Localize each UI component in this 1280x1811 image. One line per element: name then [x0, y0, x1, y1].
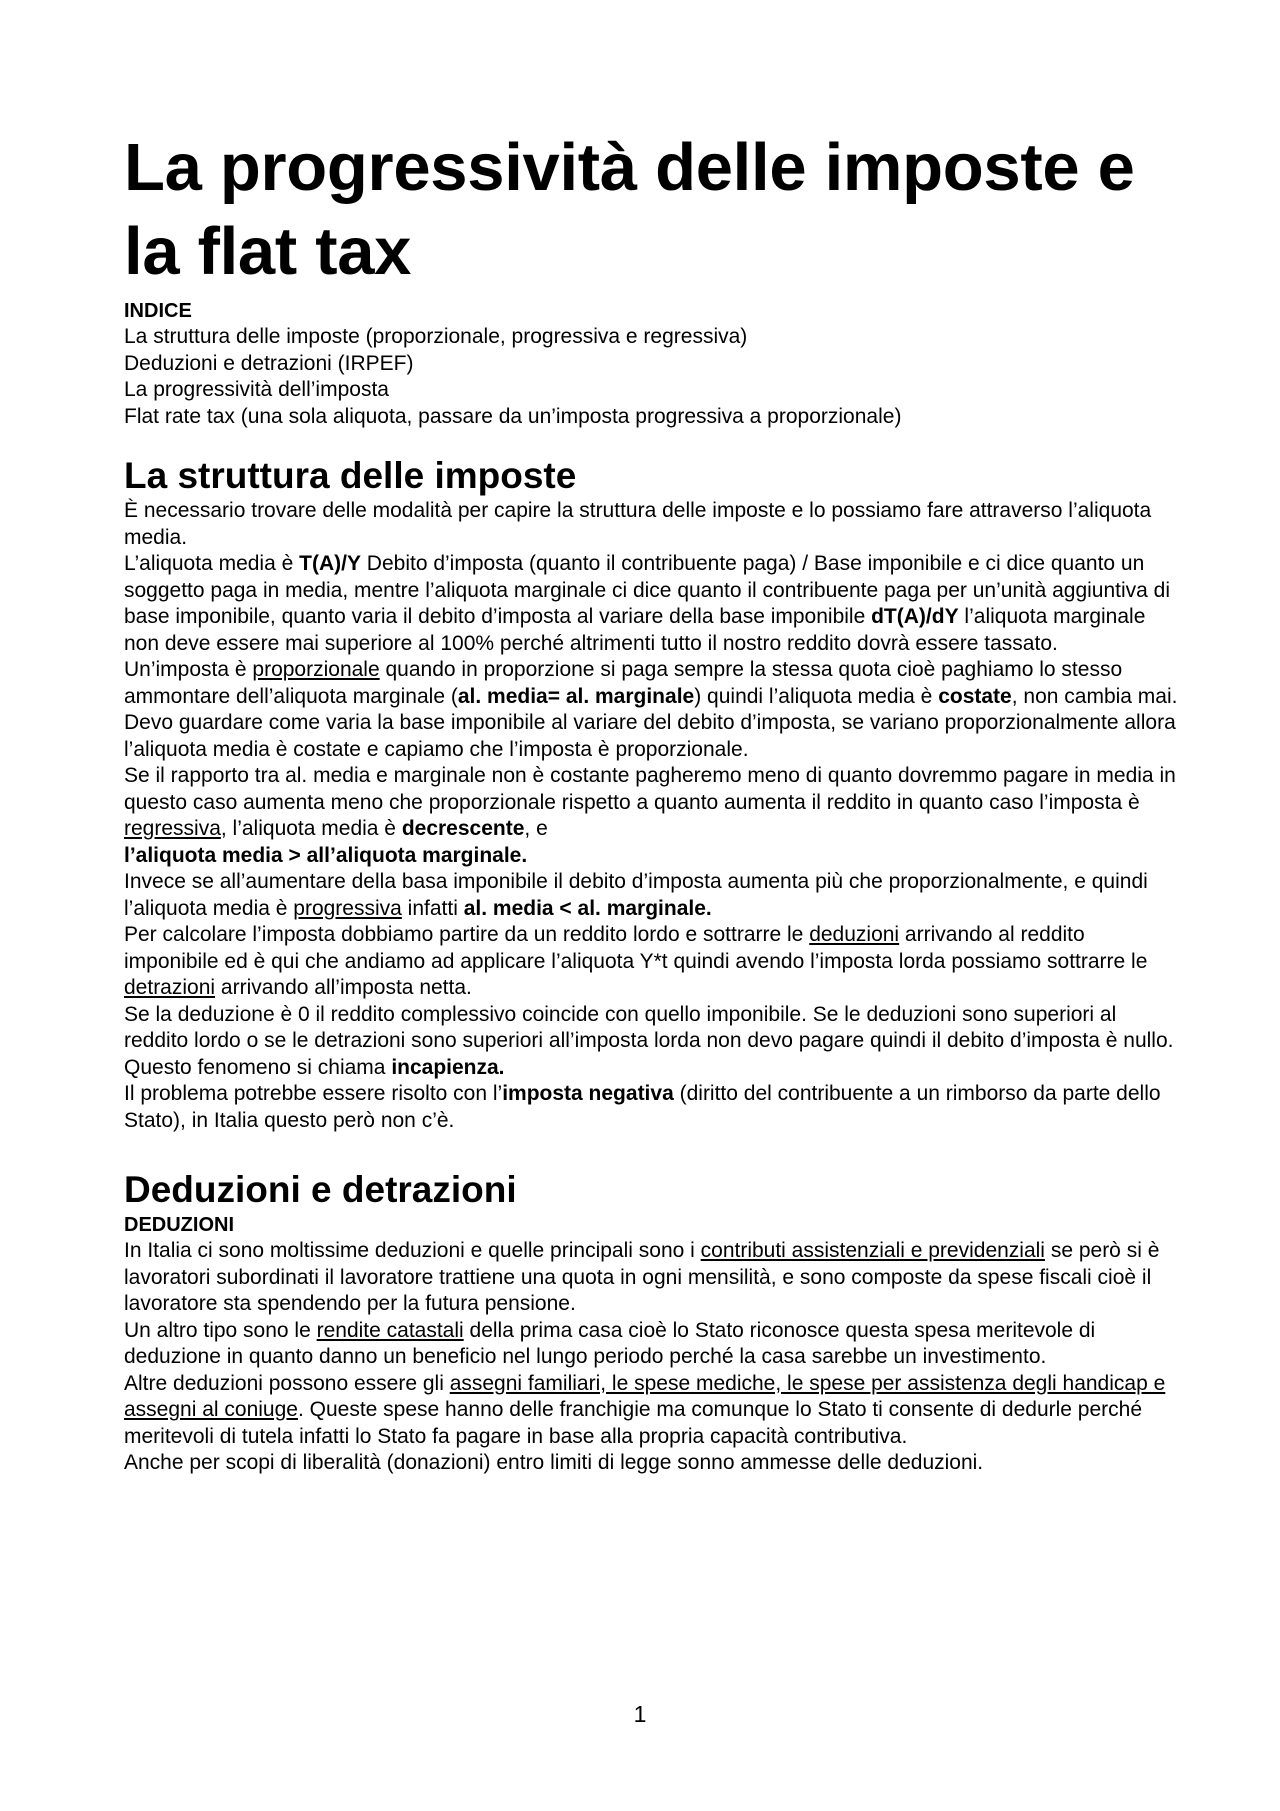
text: (diritto del contribuente a un rimborso da parte dello Stato), in Italia questo però non c’è.	[124, 1082, 1161, 1132]
text: della prima casa cioè lo Stato riconosce questa spesa meritevole di deduzione in quanto danno un beneficio nel lungo periodo perché la casa sarebbe un investimento.	[124, 1318, 1096, 1368]
bold-text: decrescente	[401, 817, 525, 840]
document-page	[124, 126, 1184, 1477]
text: Il problema potrebbe essere risolto con l’	[124, 1082, 503, 1105]
text: Questo fenomeno si chiama	[124, 1055, 392, 1079]
index-item-4: Flat rate tax (una sola aliquota, passare da un’imposta progressiva a proporzionale)	[124, 404, 902, 428]
term-proporzionale: proporzionale	[252, 658, 380, 681]
paragraph-contributi	[124, 1238, 1184, 1318]
deduzioni-label: DEDUZIONI	[124, 1214, 234, 1236]
index-item-2: Deduzioni e detrazioni (IRPEF)	[124, 351, 414, 375]
paragraph-struttura-1: È necessario trovare delle modalità per capire la struttura delle imposte e lo possiamo fare attraverso l’aliquota media.	[124, 499, 1152, 549]
paragraph-aliquota-media	[124, 551, 1184, 657]
paragraph-altre-deduzioni	[124, 1371, 1184, 1451]
text: Un’imposta è	[124, 658, 253, 681]
term-assegni: assegni familiari, le spese mediche, le spese per assistenza degli handicap e assegni al coniuge	[124, 1371, 1166, 1421]
index-item-1: La struttura delle imposte (proporzionale, progressiva e regressiva)	[124, 325, 748, 348]
formula-aliquota-media: T(A)/Y	[299, 552, 361, 575]
text: ) quindi l’aliquota media è	[694, 684, 939, 708]
text: infatti	[401, 896, 464, 920]
paragraph-regressiva	[124, 763, 1184, 869]
text: se però si è lavoratori subordinati il lavoratore trattiene una quota in ogni mensilità, e sono composte da spese fiscali cioè il lavoratore sta spendendo per la futura pensione.	[124, 1239, 1160, 1315]
bold-text: al. media= al. marginale	[457, 684, 695, 708]
text: quando in proporzione si paga sempre la stessa quota cioè paghiamo lo stesso ammontare dell’aliquota marginale (	[124, 658, 1123, 708]
term-progressiva: progressiva	[293, 896, 402, 920]
text: Invece se all’aumentare della basa imponibile il debito d’imposta aumenta più che proporzionalmente, e quindi l’aliquota media è	[124, 870, 1148, 920]
paragraph-calcolo-imposta	[124, 922, 1184, 1002]
text: Altre deduzioni possono essere gli	[124, 1371, 450, 1395]
paragraph-proporzionale	[124, 657, 1184, 710]
text: Per calcolare l’imposta dobbiamo partire da un reddito lordo e sottrarre le	[124, 923, 810, 946]
text: , non cambia mai.	[1011, 684, 1178, 708]
paragraph-incapienza	[124, 1055, 1184, 1082]
page-number: 1	[633, 1701, 647, 1727]
text: l’aliquota marginale non deve essere mai superiore al 100% perché altrimenti tutto il nostro reddito dovrà essere tassato.	[124, 605, 1146, 655]
term-rendite-catastali: rendite catastali	[316, 1318, 464, 1342]
term-regressiva: regressiva	[124, 817, 221, 840]
bold-text: incapienza.	[391, 1055, 505, 1079]
paragraph-progressiva	[124, 869, 1184, 922]
bold-text: imposta negativa	[502, 1082, 674, 1105]
text: Debito d’imposta (quanto il contribuente paga) / Base imponibile e ci dice quanto un soggetto paga in media, mentre l’aliquota marginale ci dice quanto il contribuente paga per un’unità aggiuntiva di base imponibile, quanto varia il debito d’imposta al variare della base imponibile	[124, 552, 1171, 628]
term-detrazioni: detrazioni	[124, 976, 216, 999]
text: L’aliquota media è	[124, 552, 300, 575]
text: arrivando all’imposta netta.	[215, 976, 472, 999]
paragraph-liberalita: Anche per scopi di liberalità (donazioni) entro limiti di legge sonno ammesse delle deduzioni.	[124, 1451, 984, 1474]
bold-text: costate	[938, 684, 1012, 708]
page-title: La progressività delle imposte e la flat tax	[124, 130, 1135, 289]
term-contributi: contributi assistenziali e previdenziali	[700, 1239, 1045, 1262]
paragraph-deduzione-zero: Se la deduzione è 0 il reddito complessivo coincide con quello imponibile. Se le deduzioni sono superiori al reddito lordo o se le detrazioni sono superiori all’imposta lorda non devo pagare quindi il debito d’imposta è nullo.	[124, 1002, 1174, 1052]
text: arrivando al reddito imponibile ed è qui che andiamo ad applicare l’aliquota Y*t quindi avendo l’imposta lorda possiamo sottrarre le	[124, 923, 1148, 973]
text: , l’aliquota media è	[220, 817, 402, 840]
section-heading-deduzioni: Deduzioni e detrazioni	[124, 1169, 517, 1210]
section-heading-struttura: La struttura delle imposte	[124, 455, 577, 496]
text: In Italia ci sono moltissime deduzioni e quelle principali sono i	[124, 1239, 701, 1262]
bold-text: l’aliquota media > all’aliquota marginale.	[124, 843, 528, 867]
paragraph-variazione: Devo guardare come varia la base imponibile al variare del debito d’imposta, se variano proporzionalmente allora l’aliquota media è costate e capiamo che l’imposta è proporzionale.	[124, 711, 1176, 761]
paragraph-imposta-negativa	[124, 1081, 1184, 1134]
text: Se il rapporto tra al. media e marginale non è costante pagheremo meno di quanto dovremmo pagare in media in questo caso aumenta meno che proporzionale rispetto a quanto aumenta il reddito in quanto caso l’imposta è	[124, 764, 1176, 814]
formula-aliquota-marginale: dT(A)/dY	[871, 605, 959, 628]
index-label: INDICE	[124, 300, 192, 322]
text: . Queste spese hanno delle franchigie ma comunque lo Stato ti consente di dedurle perché meritevoli di tutela infatti lo Stato fa pagare in base alla propria capacità contributiva.	[124, 1398, 1143, 1448]
bold-text: al. media < al. marginale.	[463, 896, 712, 920]
term-deduzioni: deduzioni	[809, 923, 900, 946]
text: Un altro tipo sono le	[124, 1318, 317, 1342]
paragraph-rendite	[124, 1318, 1184, 1371]
index-item-3: La progressività dell’imposta	[124, 378, 389, 401]
text: , e	[524, 817, 548, 840]
